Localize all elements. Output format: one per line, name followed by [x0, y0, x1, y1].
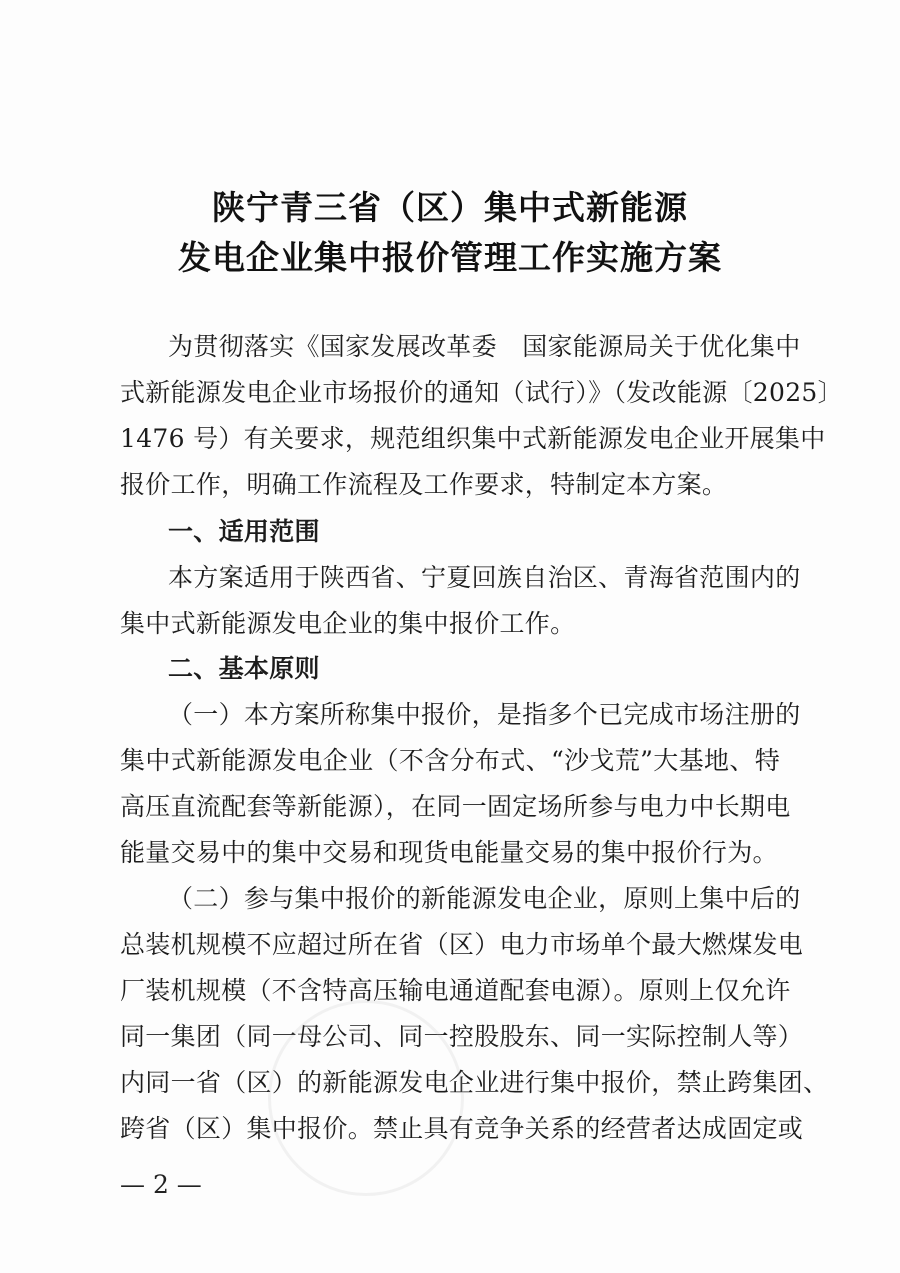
section-2-heading: 二、基本原则 [168, 654, 320, 683]
section-2-para-2-line-3: 厂装机规模（不含特高压输电通道配套电源）。原则上仅允许 [120, 976, 791, 1005]
section-1-line-1: 本方案适用于陕西省、宁夏回族自治区、青海省范围内的 [168, 563, 801, 592]
section-2-para-1-line-3: 高压直流配套等新能源），在同一固定场所参与电力中长期电 [120, 792, 791, 821]
intro-line-1: 为贯彻落实《国家发展改革委 国家能源局关于优化集中 [168, 332, 801, 361]
section-2-para-1-line-2: 集中式新能源发电企业（不含分布式、“沙戈荒”大基地、特 [120, 746, 780, 775]
section-2-para-2-line-5: 内同一省（区）的新能源发电企业进行集中报价，禁止跨集团、 [120, 1068, 829, 1097]
section-2-para-2-line-1: （二）参与集中报价的新能源发电企业，原则上集中后的 [168, 884, 801, 913]
section-2-para-2-line-2: 总装机规模不应超过所在省（区）电力市场单个最大燃煤发电 [120, 930, 804, 959]
section-1-heading: 一、适用范围 [168, 517, 320, 546]
document-title-line-1: 陕宁青三省（区）集中式新能源 [212, 188, 688, 227]
page-number: — 2 — [120, 1170, 202, 1199]
document-title-line-2: 发电企业集中报价管理工作实施方案 [178, 238, 722, 277]
intro-line-2: 式新能源发电企业市场报价的通知（试行）》（发改能源〔2025〕 [120, 378, 843, 407]
section-2-para-1-line-1: （一）本方案所称集中报价，是指多个已完成市场注册的 [168, 700, 801, 729]
intro-line-4: 报价工作，明确工作流程及工作要求，特制定本方案。 [120, 470, 728, 499]
section-2-para-1-line-4: 能量交易中的集中交易和现货电能量交易的集中报价行为。 [120, 838, 778, 867]
intro-line-3: 1476 号）有关要求，规范组织集中式新能源发电企业开展集中 [120, 424, 826, 453]
section-2-para-2-line-4: 同一集团（同一母公司、同一控股股东、同一实际控制人等） [120, 1022, 804, 1051]
section-2-para-2-line-6: 跨省（区）集中报价。禁止具有竞争关系的经营者达成固定或 [120, 1114, 804, 1143]
section-1-line-2: 集中式新能源发电企业的集中报价工作。 [120, 609, 576, 638]
